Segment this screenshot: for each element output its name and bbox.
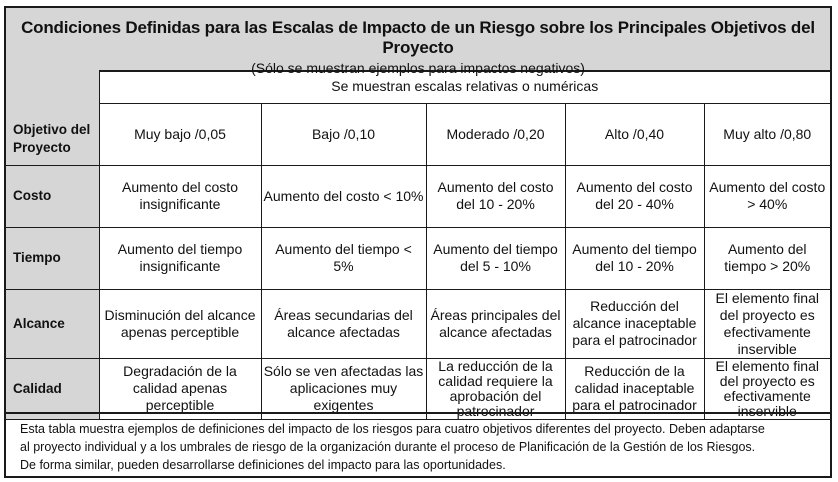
scale-note: Se muestran escalas relativas o numéricas <box>99 70 830 103</box>
table-row <box>6 227 830 289</box>
cell-cost-very-high: Aumento del costo > 40% <box>704 165 830 227</box>
level-moderate: Moderado /0,20 <box>426 103 565 165</box>
cell-quality-high: Reducción de la calidad inaceptable para el patrocinador <box>565 358 704 419</box>
level-very-low: Muy bajo /0,05 <box>99 103 261 165</box>
cell-quality-moderate: La reducción de la calidad requiere la aprobación del patrocinador <box>426 358 565 419</box>
table-subtitle: (Sólo se muestran ejemplos para impactos negativos) <box>251 60 585 76</box>
table-row <box>6 289 830 358</box>
cell-cost-high: Aumento del costo del 20 - 40% <box>565 165 704 227</box>
cell-time-high: Aumento del tiempo del 10 - 20% <box>565 227 704 289</box>
cell-scope-very-low: Disminución del alcance apenas perceptible <box>99 289 261 358</box>
row-label-time: Tiempo <box>6 227 99 289</box>
cell-cost-moderate: Aumento del costo del 10 - 20% <box>426 165 565 227</box>
level-low: Bajo /0,10 <box>261 103 426 165</box>
impact-grid <box>6 70 830 420</box>
impact-scale-table-frame <box>4 6 832 478</box>
footnote-line-2: al proyecto individual y a los umbrales de riesgo de la organización durante el proceso de Planificación de la Gestión de los Riesgos. <box>20 440 756 454</box>
objective-label: Objetivo del Proyecto <box>6 70 99 165</box>
cell-scope-low: Áreas secundarias del alcance afectadas <box>261 289 426 358</box>
row-label-scope: Alcance <box>6 289 99 358</box>
footnote <box>6 412 830 476</box>
cell-quality-very-high: El elemento final del proyecto es efectivamente inservible <box>704 358 830 419</box>
level-high: Alto /0,40 <box>565 103 704 165</box>
cell-quality-low: Sólo se ven afectadas las aplicaciones muy exigentes <box>261 358 426 419</box>
table-row <box>6 358 830 419</box>
cell-time-very-low: Aumento del tiempo insignificante <box>99 227 261 289</box>
cell-time-low: Aumento del tiempo < 5% <box>261 227 426 289</box>
row-label-quality: Calidad <box>6 358 99 419</box>
cell-cost-low: Aumento del costo < 10% <box>261 165 426 227</box>
title-box <box>6 8 830 76</box>
cell-cost-very-low: Aumento del costo insignificante <box>99 165 261 227</box>
row-label-cost: Costo <box>6 165 99 227</box>
cell-scope-moderate: Áreas principales del alcance afectadas <box>426 289 565 358</box>
cell-scope-very-high: El elemento final del proyecto es efectivamente inservible <box>704 289 830 358</box>
table-title: Condiciones Definidas para las Escalas de Impacto de un Riesgo sobre los Principales Objetivos del Proyecto <box>21 18 815 57</box>
cell-time-very-high: Aumento del tiempo > 20% <box>704 227 830 289</box>
level-very-high: Muy alto /0,80 <box>704 103 830 165</box>
cell-scope-high: Reducción del alcance inaceptable para el patrocinador <box>565 289 704 358</box>
cell-time-moderate: Aumento del tiempo del 5 - 10% <box>426 227 565 289</box>
footnote-line-1: Esta tabla muestra ejemplos de definiciones del impacto de los riesgos para cuatro objetivos diferentes del proyecto. Deben adaptarse <box>20 422 765 436</box>
table-row <box>6 165 830 227</box>
cell-quality-very-low: Degradación de la calidad apenas perceptible <box>99 358 261 419</box>
footnote-line-3: De forma similar, pueden desarrollarse definiciones del impacto para las oportunidades. <box>20 458 506 472</box>
